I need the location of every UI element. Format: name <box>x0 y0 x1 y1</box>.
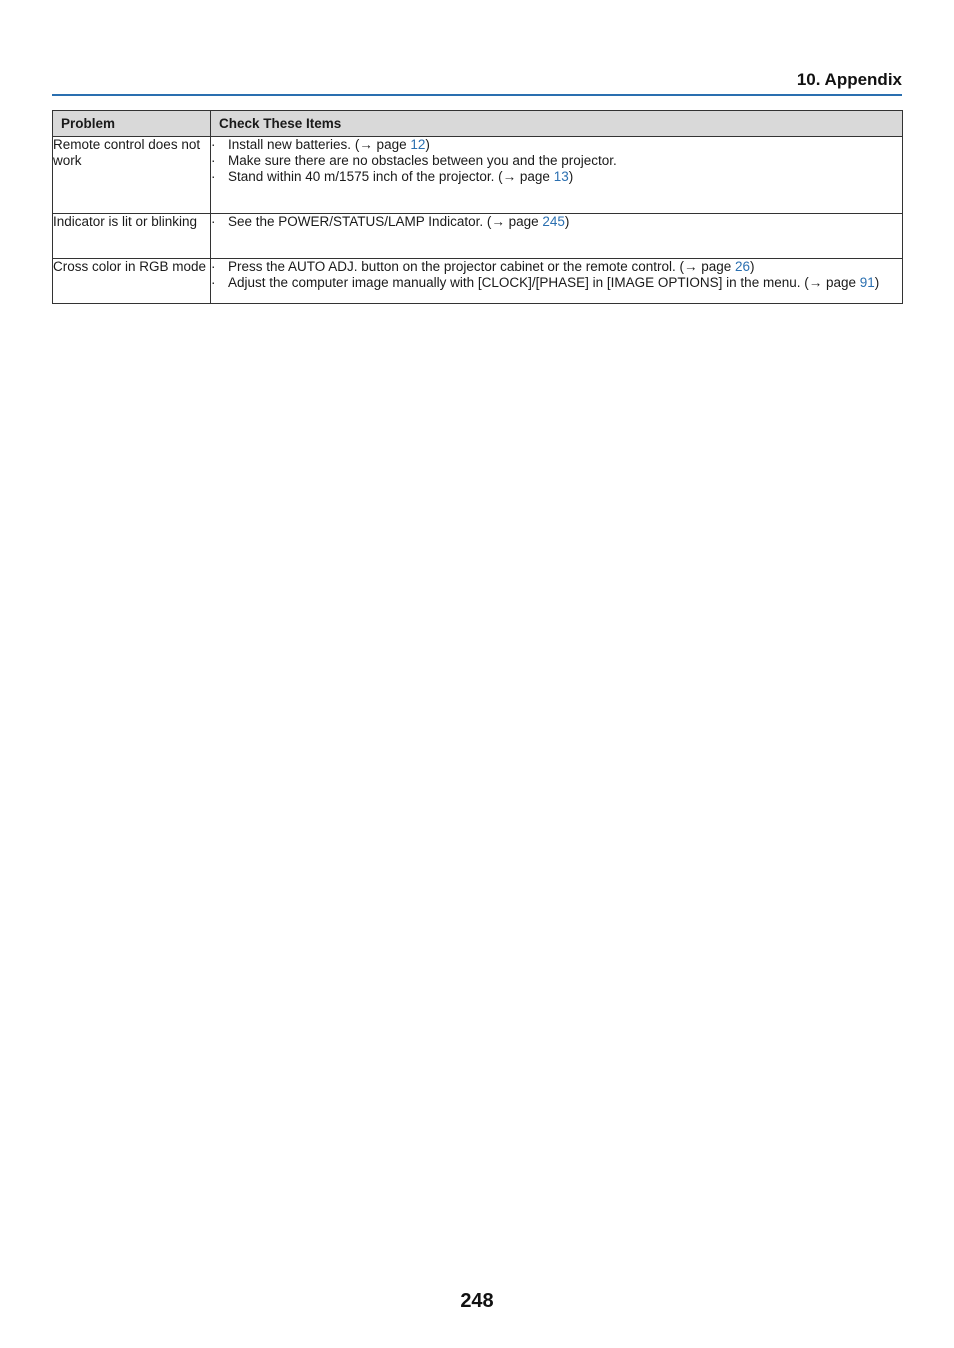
item-text: Press the AUTO ADJ. button on the projector cabinet or the remote control. (→ page <box>228 259 736 274</box>
item-text-end: ) <box>564 214 570 229</box>
check-items-list <box>211 214 902 230</box>
check-items-cell <box>211 259 903 304</box>
page-link[interactable]: 12 <box>410 137 426 152</box>
troubleshooting-table <box>52 110 903 304</box>
problem-cell: Cross color in RGB mode <box>53 259 211 304</box>
list-item <box>211 153 902 169</box>
list-item <box>211 169 902 185</box>
check-items-list <box>211 259 902 291</box>
bullet: · <box>211 259 216 274</box>
item-text: Install new batteries. (→ page <box>228 137 411 152</box>
list-item <box>211 275 902 291</box>
item-text-end: ) <box>874 275 880 290</box>
bullet: · <box>211 169 216 184</box>
column-header-problem: Problem <box>53 111 211 137</box>
problem-cell: Remote control does not work <box>53 137 211 214</box>
table-row <box>53 137 903 214</box>
list-item <box>211 214 902 230</box>
table-row <box>53 259 903 304</box>
item-text-end: ) <box>750 259 755 274</box>
page-link[interactable]: 13 <box>553 169 569 184</box>
bullet: · <box>211 275 216 290</box>
bullet: · <box>211 153 216 168</box>
check-items-cell <box>211 214 903 259</box>
section-header <box>52 68 902 96</box>
page-link[interactable]: 91 <box>859 275 875 290</box>
problem-cell: Indicator is lit or blinking <box>53 214 211 259</box>
page-link[interactable]: 245 <box>542 214 565 229</box>
list-item <box>211 137 902 153</box>
column-header-check-items: Check These Items <box>211 111 903 137</box>
list-item <box>211 259 902 275</box>
page-number: 248 <box>460 1290 494 1312</box>
item-text: Stand within 40 m/1575 inch of the projector. (→ page <box>228 169 554 184</box>
item-text-end: ) <box>568 169 574 184</box>
check-items-list <box>211 137 902 185</box>
page-link[interactable]: 26 <box>735 259 751 274</box>
section-title: 10. Appendix <box>796 70 902 89</box>
item-text-end: ) <box>425 137 430 152</box>
item-text: Adjust the computer image manually with [CLOCK]/[PHASE] in [IMAGE OPTIONS] in the menu. (→ page <box>228 275 860 290</box>
bullet: · <box>211 137 216 152</box>
check-items-cell <box>211 137 903 214</box>
bullet: · <box>211 214 216 229</box>
item-text: Make sure there are no obstacles between you and the projector. <box>228 153 617 168</box>
table-row <box>53 214 903 259</box>
table-header-row <box>53 111 903 137</box>
item-text: See the POWER/STATUS/LAMP Indicator. (→ page <box>228 214 543 229</box>
